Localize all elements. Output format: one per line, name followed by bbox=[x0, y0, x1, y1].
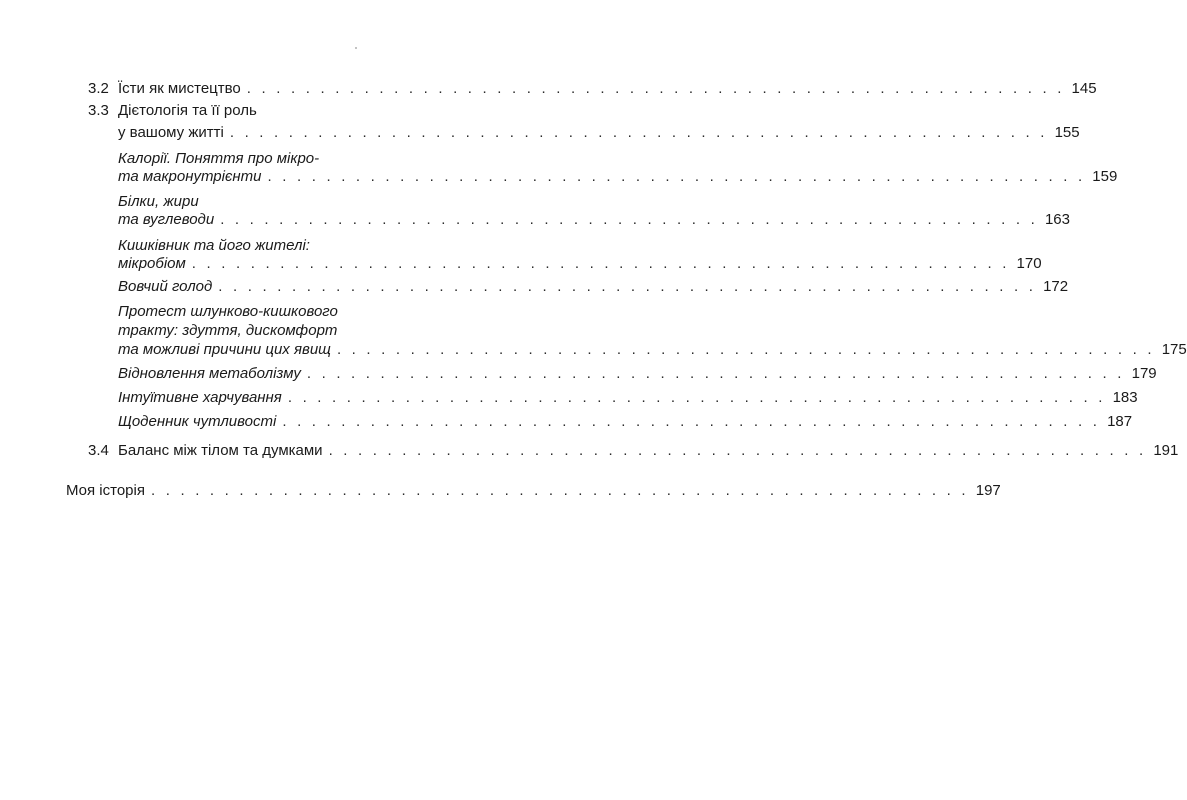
dot-leader: . . . . . . . . . . . . . . . . . . . . . . . . . . . . . . . . . . . . . . . . . . . . . . . . . . . . . . . . bbox=[191, 255, 1010, 272]
toc-entry-wolf-hunger[interactable] bbox=[118, 277, 1069, 297]
toc-entry-3-3[interactable] bbox=[118, 123, 1080, 143]
dot-leader: . . . . . . . . . . . . . . . . . . . . . . . . . . . . . . . . . . . . . . . . . . . . . . . . . . . . . . . . bbox=[229, 124, 1048, 141]
page-number: 163 bbox=[1044, 211, 1070, 228]
entry-title: Відновлення метаболізму bbox=[118, 365, 301, 382]
dot-leader: . . . . . . . . . . . . . . . . . . . . . . . . . . . . . . . . . . . . . . . . . . . . . . . . . . . . . . . . bbox=[267, 168, 1086, 185]
dot-leader: . . . . . . . . . . . . . . . . . . . . . . . . . . . . . . . . . . . . . . . . . . . . . . . . . . . . . . . . bbox=[282, 413, 1101, 430]
page-number: 175 bbox=[1161, 341, 1187, 358]
page-number: 159 bbox=[1092, 168, 1118, 185]
toc-entry-proteins[interactable] bbox=[118, 210, 1070, 230]
entry-title-line: Білки, жири bbox=[118, 193, 199, 210]
dot-leader: . . . . . . . . . . . . . . . . . . . . . . . . . . . . . . . . . . . . . . . . . . . . . . . . . . . . . . . . bbox=[246, 80, 1065, 97]
entry-title-line: Протест шлунково-кишкового bbox=[118, 303, 338, 320]
page-number: 183 bbox=[1112, 389, 1138, 406]
page-number: 155 bbox=[1054, 124, 1080, 141]
toc-entry-calories[interactable] bbox=[118, 167, 1118, 187]
toc-entry-my-story[interactable] bbox=[66, 481, 1001, 501]
entry-title: Інтуїтивне харчування bbox=[118, 389, 282, 406]
dot-leader: . . . . . . . . . . . . . . . . . . . . . . . . . . . . . . . . . . . . . . . . . . . . . . . . . . . . . . . . bbox=[336, 341, 1155, 358]
toc-entry-3-4[interactable] bbox=[118, 441, 1179, 461]
dot-leader: . . . . . . . . . . . . . . . . . . . . . . . . . . . . . . . . . . . . . . . . . . . . . . . . . . . . . . . . bbox=[306, 365, 1125, 382]
section-number: 3.4 bbox=[88, 442, 109, 459]
entry-title: у вашому житті bbox=[118, 124, 224, 141]
entry-title: та можливі причини цих явищ bbox=[118, 341, 331, 358]
entry-title: Баланс між тілом та думками bbox=[118, 442, 323, 459]
entry-title: Моя історія bbox=[66, 482, 145, 499]
entry-title: та вуглеводи bbox=[118, 211, 215, 228]
entry-title: Щоденник чутливості bbox=[118, 413, 277, 430]
entry-title: та макронутрієнти bbox=[118, 168, 262, 185]
entry-title: мікробіом bbox=[118, 255, 186, 272]
entry-title-line: Дієтологія та її роль bbox=[118, 102, 257, 119]
toc-entry-microbiome[interactable] bbox=[118, 254, 1042, 274]
toc-entry-sensitivity-diary[interactable] bbox=[118, 412, 1133, 432]
page-number: 170 bbox=[1016, 255, 1042, 272]
section-number: 3.3 bbox=[88, 102, 109, 119]
page-number: 191 bbox=[1153, 442, 1179, 459]
dot-leader: . . . . . . . . . . . . . . . . . . . . . . . . . . . . . . . . . . . . . . . . . . . . . . . . . . . . . . . . bbox=[220, 211, 1038, 228]
toc-entry-3-2[interactable] bbox=[118, 79, 1097, 99]
dot-leader: . . . . . . . . . . . . . . . . . . . . . . . . . . . . . . . . . . . . . . . . . . . . . . . . . . . . . . . . bbox=[287, 389, 1106, 406]
entry-title-line: тракту: здуття, дискомфорт bbox=[118, 322, 338, 339]
page-number: 197 bbox=[975, 482, 1001, 499]
page-number: 172 bbox=[1043, 278, 1069, 295]
toc-entry-intuitive-eating[interactable] bbox=[118, 388, 1138, 408]
page-speck bbox=[355, 47, 357, 49]
dot-leader: . . . . . . . . . . . . . . . . . . . . . . . . . . . . . . . . . . . . . . . . . . . . . . . . . . . . . . . . bbox=[150, 482, 969, 499]
page-number: 145 bbox=[1071, 80, 1097, 97]
entry-title: Їсти як мистецтво bbox=[118, 80, 241, 97]
dot-leader: . . . . . . . . . . . . . . . . . . . . . . . . . . . . . . . . . . . . . . . . . . . . . . . . . . . . . . . . bbox=[218, 278, 1037, 295]
toc-entry-gi-protest[interactable] bbox=[118, 340, 1187, 360]
section-number: 3.2 bbox=[88, 80, 109, 97]
entry-title: Вовчий голод bbox=[118, 278, 213, 295]
toc-entry-metabolism[interactable] bbox=[118, 364, 1157, 384]
page-number: 187 bbox=[1107, 413, 1133, 430]
page-number: 179 bbox=[1131, 365, 1157, 382]
dot-leader: . . . . . . . . . . . . . . . . . . . . . . . . . . . . . . . . . . . . . . . . . . . . . . . . . . . . . . . . bbox=[328, 442, 1147, 459]
entry-title-line: Кишківник та його жителі: bbox=[118, 237, 310, 254]
entry-title-line: Калорії. Поняття про мікро- bbox=[118, 150, 320, 167]
